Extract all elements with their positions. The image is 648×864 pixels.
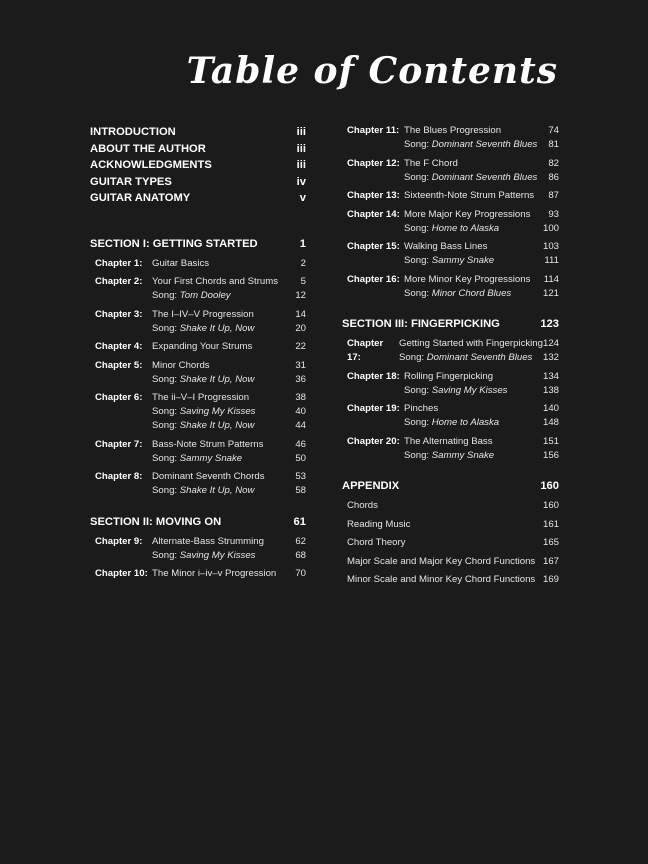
chapter-body xyxy=(152,438,306,466)
song-prefix: Song: xyxy=(152,420,180,431)
chapter-title: The Alternating Bass xyxy=(404,435,493,447)
song-prefix: Song: xyxy=(404,384,432,396)
song-label xyxy=(152,373,254,387)
song-label xyxy=(404,449,494,463)
song-label xyxy=(152,419,254,433)
song-title: Home to Alaska xyxy=(431,417,500,428)
song-prefix: Song: xyxy=(152,373,180,385)
chapter-page: 151 xyxy=(542,435,559,447)
chapter-title: Pinches xyxy=(404,403,439,414)
chapter-page: 53 xyxy=(295,471,306,482)
chapter-title-row xyxy=(399,337,559,351)
front-matter-label: ACKNOWLEDGMENTS xyxy=(90,159,212,171)
song-prefix: Song: xyxy=(152,322,180,334)
song-title: Sammy Snake xyxy=(179,452,243,464)
chapter-title-row xyxy=(152,438,306,452)
song-page: 44 xyxy=(295,420,306,431)
chapter-title-row xyxy=(404,189,559,203)
chapter-group-3 xyxy=(342,337,559,463)
chapter-label: Chapter 10: xyxy=(95,568,148,579)
chapter-page: 2 xyxy=(300,257,306,269)
chapter-entry[interactable] xyxy=(342,402,559,430)
song-page: 156 xyxy=(542,449,559,461)
chapter-page: 70 xyxy=(295,568,306,579)
chapter-body xyxy=(152,535,306,563)
chapter-entry[interactable] xyxy=(90,470,306,498)
song-label xyxy=(152,549,255,563)
song-row[interactable] xyxy=(399,351,559,365)
song-row[interactable] xyxy=(152,549,306,563)
chapter-entry[interactable] xyxy=(342,157,559,185)
song-label xyxy=(152,289,231,303)
song-prefix: Song: xyxy=(404,287,432,299)
chapter-title: Alternate-Bass Strumming xyxy=(152,535,264,547)
chapter-label: Chapter 20: xyxy=(347,435,400,447)
chapter-body xyxy=(404,273,559,301)
chapter-entry[interactable] xyxy=(90,535,306,563)
chapter-title: Bass-Note Strum Patterns xyxy=(152,438,264,450)
song-page: 138 xyxy=(542,384,559,396)
front-matter-item[interactable] xyxy=(90,174,306,191)
chapter-title: Guitar Basics xyxy=(152,257,210,269)
chapter-label: Chapter 5: xyxy=(95,359,143,371)
chapter-title-row xyxy=(152,257,306,271)
chapter-entry[interactable] xyxy=(90,275,306,303)
song-row[interactable] xyxy=(404,287,559,301)
song-label xyxy=(404,171,537,185)
chapter-body xyxy=(152,359,306,387)
song-page: 40 xyxy=(295,406,306,417)
chapter-title-row xyxy=(404,157,559,171)
chapter-group-2b xyxy=(342,124,559,301)
song-prefix: Song: xyxy=(152,290,180,301)
chapter-title-row xyxy=(152,340,306,354)
chapter-page: 62 xyxy=(295,535,306,547)
section-heading-2[interactable]: SECTION II: MOVING ON 61 xyxy=(90,515,306,528)
chapter-title-row xyxy=(152,359,306,373)
song-row[interactable] xyxy=(152,419,306,433)
appendix-item[interactable] xyxy=(342,573,559,587)
front-matter-page: v xyxy=(299,192,306,204)
song-title: Dominant Seventh Blues xyxy=(431,171,538,183)
chapter-entry[interactable] xyxy=(90,391,306,433)
chapter-page: 134 xyxy=(542,370,559,382)
chapter-title-row xyxy=(404,435,559,449)
chapter-label: Chapter 1: xyxy=(95,257,143,269)
song-title: Shake It Up, Now xyxy=(179,373,255,385)
song-prefix: Song: xyxy=(152,452,180,464)
chapter-label: Chapter 12: xyxy=(347,157,400,169)
chapter-title: Minor Chords xyxy=(152,359,210,371)
chapter-title: Getting Started with Fingerpicking xyxy=(399,338,543,349)
chapter-entry[interactable] xyxy=(342,337,559,365)
song-title: Dominant Seventh Blues xyxy=(426,352,533,363)
chapter-label: Chapter 14: xyxy=(347,208,400,220)
appendix-item-label: Minor Scale and Minor Key Chord Functions xyxy=(347,574,536,585)
toc-left-column xyxy=(90,124,306,586)
chapter-title-row xyxy=(404,240,559,254)
chapter-title: More Minor Key Progressions xyxy=(404,273,531,285)
song-row[interactable] xyxy=(404,222,559,236)
chapter-body xyxy=(404,435,559,463)
chapter-entry[interactable] xyxy=(90,340,306,354)
chapter-label: Chapter 15: xyxy=(347,241,400,252)
chapter-page: 124 xyxy=(542,338,559,349)
chapter-title-row xyxy=(152,535,306,549)
chapter-page: 38 xyxy=(295,392,306,403)
appendix-item[interactable] xyxy=(342,499,559,513)
chapter-body xyxy=(399,337,559,365)
song-prefix: Song: xyxy=(404,417,432,428)
chapter-label: Chapter 2: xyxy=(95,276,143,287)
chapter-body xyxy=(152,275,306,303)
front-matter-label: ABOUT THE AUTHOR xyxy=(90,142,206,155)
chapter-page: 93 xyxy=(548,208,559,220)
chapter-label: Chapter 4: xyxy=(95,341,143,352)
song-page: 36 xyxy=(295,373,306,385)
chapter-entry[interactable] xyxy=(90,257,306,271)
chapter-title: The ii–V–I Progression xyxy=(152,392,250,403)
chapter-title: Sixteenth-Note Strum Patterns xyxy=(404,190,535,201)
appendix-item-page: 160 xyxy=(542,500,559,511)
chapter-title-row xyxy=(404,208,559,222)
chapter-label: Chapter 7: xyxy=(95,438,143,450)
chapter-page: 74 xyxy=(548,125,559,136)
song-page: 58 xyxy=(295,485,306,496)
song-prefix: Song: xyxy=(404,171,432,183)
chapter-body xyxy=(152,470,306,498)
chapter-title: The I–IV–V Progression xyxy=(152,308,254,320)
appendix-item-label: Reading Music xyxy=(347,518,411,530)
front-matter-item[interactable] xyxy=(90,190,306,207)
chapter-label: Chapter 19: xyxy=(347,403,400,414)
chapter-body xyxy=(152,567,306,581)
chapter-page: 14 xyxy=(295,308,306,320)
song-label xyxy=(404,416,499,430)
song-prefix: Song: xyxy=(399,352,427,363)
chapter-body xyxy=(404,124,559,152)
song-page: 12 xyxy=(295,290,306,301)
chapter-entry[interactable] xyxy=(342,273,559,301)
chapter-title: More Major Key Progressions xyxy=(404,208,531,220)
chapter-body xyxy=(152,340,306,354)
song-title: Home to Alaska xyxy=(431,222,500,234)
chapter-title: Rolling Fingerpicking xyxy=(404,370,494,382)
song-page: 68 xyxy=(295,549,306,561)
front-matter-item[interactable] xyxy=(90,141,306,158)
chapter-body xyxy=(404,208,559,236)
front-matter-list xyxy=(90,124,306,207)
chapter-body xyxy=(404,157,559,185)
song-title: Sammy Snake xyxy=(431,255,495,266)
appendix-item[interactable] xyxy=(342,518,559,532)
song-label xyxy=(404,287,511,301)
front-matter-item[interactable] xyxy=(90,124,306,141)
chapter-body xyxy=(152,257,306,271)
chapter-title-row xyxy=(404,273,559,287)
song-label xyxy=(404,384,507,398)
chapter-label: Chapter 9: xyxy=(95,535,143,547)
chapter-title-row xyxy=(404,124,559,138)
song-page: 111 xyxy=(544,255,559,266)
song-row[interactable] xyxy=(152,452,306,466)
front-matter-page: iv xyxy=(296,175,306,188)
toc-right-column xyxy=(342,124,559,592)
song-prefix: Song: xyxy=(152,485,180,496)
chapter-entry[interactable] xyxy=(90,567,306,581)
song-row[interactable] xyxy=(404,384,559,398)
chapter-entry[interactable] xyxy=(342,208,559,236)
song-title: Saving My Kisses xyxy=(431,384,508,396)
chapter-entry[interactable] xyxy=(342,240,559,268)
appendix-item-label: Major Scale and Major Key Chord Functions xyxy=(347,555,536,567)
song-prefix: Song: xyxy=(404,255,432,266)
song-title: Dominant Seventh Blues xyxy=(431,139,538,150)
chapter-body xyxy=(404,370,559,398)
chapter-page: 82 xyxy=(548,157,559,169)
song-page: 132 xyxy=(542,352,559,363)
song-row[interactable] xyxy=(152,405,306,419)
song-page: 86 xyxy=(548,171,559,183)
chapter-title-row xyxy=(404,370,559,384)
song-label xyxy=(404,254,494,268)
appendix-heading[interactable]: APPENDIX 160 xyxy=(342,480,559,492)
appendix-item-label: Chord Theory xyxy=(347,537,406,548)
chapter-group-1 xyxy=(90,257,306,499)
song-row[interactable] xyxy=(404,171,559,185)
chapter-title-row xyxy=(152,470,306,484)
song-prefix: Song: xyxy=(152,406,180,417)
song-label xyxy=(152,405,255,419)
appendix-item-label: Chords xyxy=(347,500,378,511)
front-matter-label: GUITAR TYPES xyxy=(90,175,172,188)
chapter-body xyxy=(152,391,306,433)
song-page: 148 xyxy=(542,417,559,428)
chapter-title: The F Chord xyxy=(404,157,458,169)
song-title: Shake It Up, Now xyxy=(179,485,255,496)
chapter-entry[interactable] xyxy=(90,308,306,336)
song-title: Shake It Up, Now xyxy=(179,420,255,431)
chapter-label: Chapter 18: xyxy=(347,370,400,382)
chapter-body xyxy=(404,402,559,430)
song-title: Tom Dooley xyxy=(179,290,231,301)
chapter-body xyxy=(404,189,559,203)
front-matter-label: GUITAR ANATOMY xyxy=(90,192,191,204)
song-title: Saving My Kisses xyxy=(179,549,256,561)
chapter-page: 22 xyxy=(295,341,306,352)
song-page: 81 xyxy=(548,139,559,150)
appendix-item[interactable] xyxy=(342,555,559,569)
appendix-item-page: 167 xyxy=(542,555,559,567)
song-title: Sammy Snake xyxy=(431,449,495,461)
chapter-title-row xyxy=(152,567,306,581)
song-row[interactable] xyxy=(152,322,306,336)
chapter-label: Chapter 17: xyxy=(347,338,384,363)
chapter-page: 5 xyxy=(300,276,306,287)
chapter-entry[interactable] xyxy=(342,435,559,463)
chapter-entry[interactable] xyxy=(90,359,306,387)
chapter-group-2 xyxy=(90,535,306,582)
chapter-label: Chapter 6: xyxy=(95,392,143,403)
song-page: 121 xyxy=(542,287,559,299)
chapter-body xyxy=(152,308,306,336)
song-label xyxy=(152,452,242,466)
chapter-page: 140 xyxy=(542,403,559,414)
chapter-title-row xyxy=(152,308,306,322)
song-page: 20 xyxy=(295,322,306,334)
song-title: Shake It Up, Now xyxy=(179,322,255,334)
chapter-page: 103 xyxy=(542,241,559,252)
chapter-entry[interactable] xyxy=(342,189,559,203)
chapter-title: Your First Chords and Strums xyxy=(152,276,279,287)
song-prefix: Song: xyxy=(404,139,432,150)
page-title: Table of Contents xyxy=(186,50,558,92)
chapter-body xyxy=(404,240,559,268)
song-row[interactable] xyxy=(152,373,306,387)
front-matter-label: INTRODUCTION xyxy=(90,126,176,138)
chapter-title: The Minor i–iv–v Progression xyxy=(152,568,277,579)
song-row[interactable] xyxy=(152,289,306,303)
appendix-item-page: 165 xyxy=(542,537,559,548)
song-label xyxy=(399,351,532,365)
song-row[interactable] xyxy=(404,138,559,152)
chapter-title: Dominant Seventh Chords xyxy=(152,471,265,482)
front-matter-page: iii xyxy=(296,126,306,138)
appendix-item[interactable] xyxy=(342,536,559,550)
front-matter-item[interactable] xyxy=(90,157,306,174)
chapter-page: 87 xyxy=(548,190,559,201)
song-label xyxy=(404,138,537,152)
song-label xyxy=(404,222,499,236)
chapter-label: Chapter 8: xyxy=(95,471,143,482)
song-page: 100 xyxy=(542,222,559,234)
front-matter-page: iii xyxy=(296,142,306,155)
song-row[interactable] xyxy=(152,484,306,498)
chapter-entry[interactable] xyxy=(90,438,306,466)
appendix-list xyxy=(342,499,559,587)
song-title: Minor Chord Blues xyxy=(431,287,512,299)
front-matter-page: iii xyxy=(296,159,306,171)
chapter-label: Chapter 3: xyxy=(95,308,143,320)
song-row[interactable] xyxy=(404,449,559,463)
chapter-title: The Blues Progression xyxy=(404,125,502,136)
song-row[interactable] xyxy=(404,254,559,268)
section-heading-1[interactable]: SECTION I: GETTING STARTED 1 xyxy=(90,237,306,250)
chapter-page: 31 xyxy=(295,359,306,371)
song-label xyxy=(152,322,254,336)
song-label xyxy=(152,484,254,498)
song-title: Saving My Kisses xyxy=(179,406,256,417)
song-prefix: Song: xyxy=(404,222,432,234)
song-row[interactable] xyxy=(404,416,559,430)
section-heading-3[interactable]: SECTION III: FINGERPICKING 123 xyxy=(342,318,559,330)
chapter-label: Chapter 13: xyxy=(347,190,400,201)
appendix-item-page: 161 xyxy=(542,518,559,530)
chapter-entry[interactable] xyxy=(342,124,559,152)
song-page: 50 xyxy=(295,452,306,464)
chapter-title-row xyxy=(152,391,306,405)
chapter-title-row xyxy=(152,275,306,289)
chapter-label: Chapter 11: xyxy=(347,125,400,136)
chapter-page: 114 xyxy=(543,273,559,285)
song-prefix: Song: xyxy=(404,449,432,461)
chapter-label: Chapter 16: xyxy=(347,273,400,285)
chapter-title-row xyxy=(404,402,559,416)
song-prefix: Song: xyxy=(152,549,180,561)
chapter-title: Walking Bass Lines xyxy=(404,241,488,252)
chapter-entry[interactable] xyxy=(342,370,559,398)
chapter-title: Expanding Your Strums xyxy=(152,341,253,352)
appendix-item-page: 169 xyxy=(542,574,559,585)
chapter-page: 46 xyxy=(295,438,306,450)
